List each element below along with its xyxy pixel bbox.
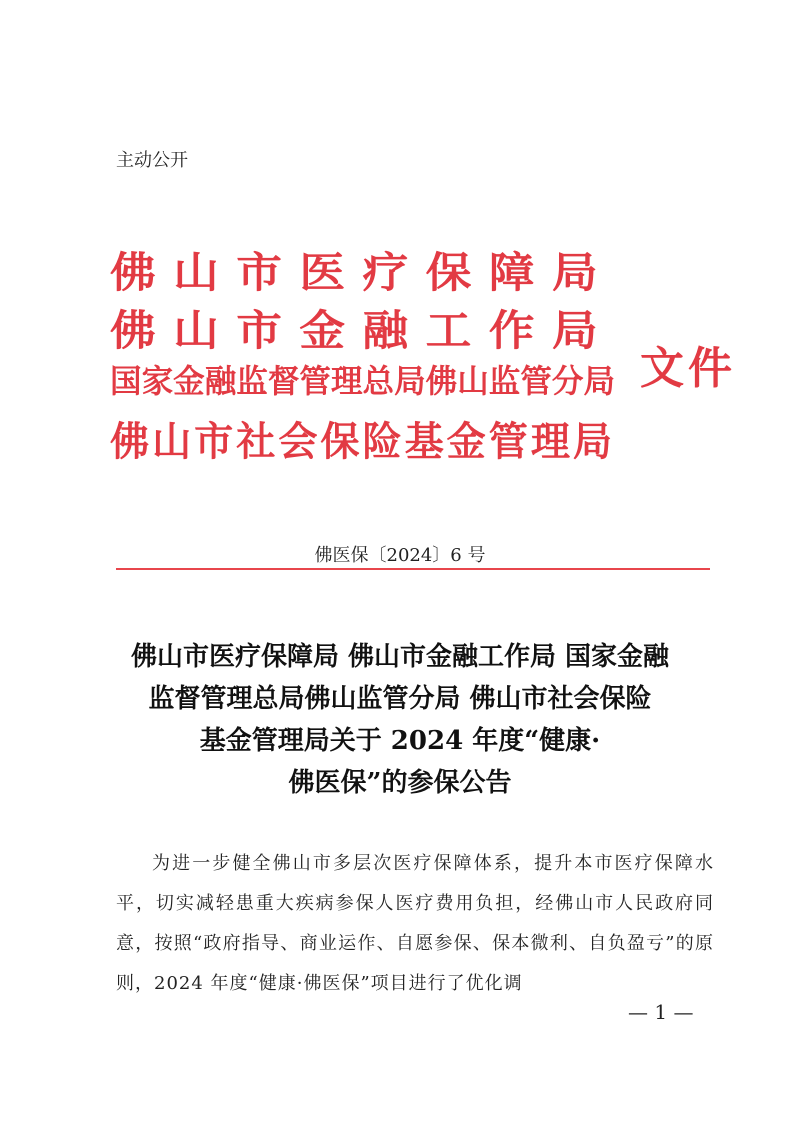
agency-name: 佛山市金融工作局 [110, 306, 616, 355]
issuing-agencies-header [110, 240, 750, 470]
page-number: — 1 — [628, 1000, 694, 1024]
document-title [90, 636, 710, 804]
agency-name: 佛山市社会保险基金管理局 [110, 418, 615, 465]
agency-name: 佛山市医疗保障局 [110, 248, 616, 297]
body-text [116, 844, 714, 1004]
title-line: 佛医保”的参保公告 [288, 768, 512, 798]
disclosure-label: 主动公开 [116, 150, 188, 171]
document-type-label: 文件 [640, 343, 736, 394]
title-line: 佛山市医疗保障局 佛山市金融工作局 国家金融 [130, 642, 670, 672]
document-number: 佛医保〔2024〕6 号 [314, 545, 486, 566]
red-separator-line [116, 568, 710, 570]
body-paragraph: 为进一步健全佛山市多层次医疗保障体系，提升本市医疗保障水平，切实减轻患重大疾病参保人医疗费用负担，经佛山市人民政府同意，按照“政府指导、商业运作、自愿参保、保本微利、自负盈亏”的原则，2024 年度“健康·佛医保”项目进行了优化调 [116, 853, 714, 994]
title-line: 基金管理局关于 2024 年度“健康· [199, 726, 601, 756]
title-line: 监督管理总局佛山监管分局 佛山市社会保险 [148, 684, 652, 714]
agency-name: 国家金融监督管理总局佛山监管分局 [110, 362, 616, 400]
